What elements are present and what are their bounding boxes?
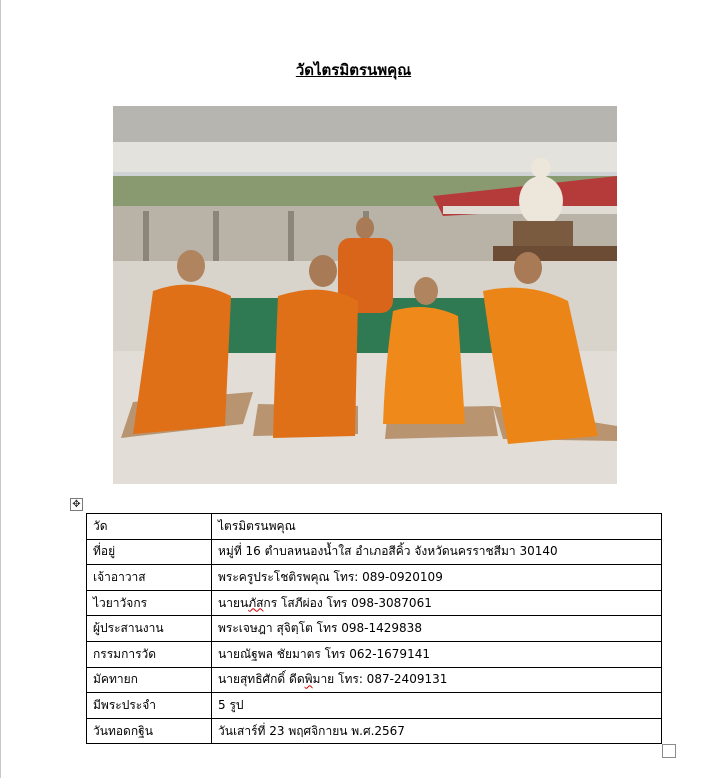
row-label: วัด [87, 514, 212, 540]
value-text: นายน [218, 595, 249, 610]
spellcheck-flagged-text: พิ [304, 672, 313, 687]
value-text: มาย โทร: 087-2409131 [312, 672, 448, 687]
row-label: ผู้ประสานงาน [87, 616, 212, 642]
row-value: พระเจษฎา สุจิตฺโต โทร 098-1429838 [212, 616, 662, 642]
table-row [87, 667, 662, 693]
row-value: วันเสาร์ที่ 23 พฤศจิกายน พ.ศ.2567 [212, 718, 662, 744]
table-row [87, 616, 662, 642]
page-edge [0, 0, 1, 778]
row-value: 5 รูป [212, 693, 662, 719]
document-title: วัดไตรมิตรนพคุณ [295, 61, 412, 79]
value-text: นายสุทธิศักดิ์ ดีด [218, 672, 305, 687]
value-text: กร โสภีผ่อง โทร 098-3087061 [263, 595, 432, 610]
row-value [212, 590, 662, 616]
row-label: มีพระประจำ [87, 693, 212, 719]
spellcheck-flagged-text: ภัส [248, 595, 264, 610]
info-table [86, 513, 662, 744]
row-value: หมู่ที่ 16 ตำบลหนองน้ำใส อำเภอสีคิ้ว จังหวัดนครราชสีมา 30140 [212, 539, 662, 565]
table-row [87, 539, 662, 565]
row-label: เจ้าอาวาส [87, 565, 212, 591]
table-resize-handle[interactable] [662, 744, 676, 758]
row-label: ไวยาวัจกร [87, 590, 212, 616]
table-row [87, 693, 662, 719]
row-label: ที่อยู่ [87, 539, 212, 565]
row-label: กรรมการวัด [87, 641, 212, 667]
table-row [87, 514, 662, 540]
table-row [87, 641, 662, 667]
table-row [87, 718, 662, 744]
row-value: นายณัฐพล ชัยมาตร โทร 062-1679141 [212, 641, 662, 667]
table-row [87, 590, 662, 616]
table-move-handle-icon[interactable]: ✥ [70, 498, 83, 511]
row-label: วันทอดกฐิน [87, 718, 212, 744]
row-value [212, 667, 662, 693]
row-value: พระครูประโชติรพคุณ โทร: 089-0920109 [212, 565, 662, 591]
temple-monks-photo [113, 106, 617, 484]
table-row [87, 565, 662, 591]
row-label: มัคทายก [87, 667, 212, 693]
row-value: ไตรมิตรนพคุณ [212, 514, 662, 540]
